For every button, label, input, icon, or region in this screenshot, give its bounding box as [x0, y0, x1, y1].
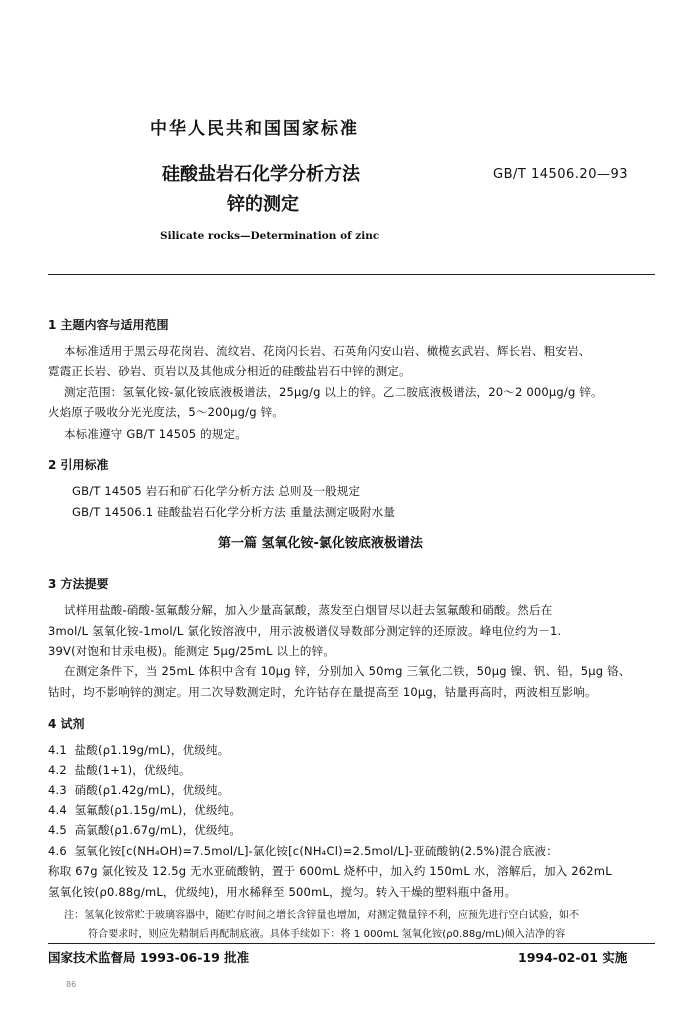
item-number: 4.2 [48, 763, 67, 777]
english-title: Silicate rocks—Determination of zinc [160, 230, 380, 242]
section-heading: 1 主题内容与适用范围 [48, 318, 169, 332]
paragraph-line: 39V(对饱和甘汞电极)。能测定 5μg/25mL 以上的锌。 [48, 644, 336, 658]
document-title: 硅酸盐岩石化学分析方法 [162, 164, 360, 185]
issuing-authority: 中华人民共和国国家标准 [150, 119, 359, 139]
item-number: 4.6 [48, 844, 67, 858]
paragraph-line: 霓霞正长岩、砂岩、页岩以及其他成分相近的硅酸盐岩石中锌的测定。 [48, 364, 411, 378]
section-heading: 2 引用标准 [48, 458, 109, 472]
paragraph-line: 3mol/L 氢氧化铵-1mol/L 氯化铵溶液中，用示波极谱仪导数部分测定锌的还原波。峰电位约为－1. [48, 624, 562, 638]
reference-item: GB/T 14506.1 硅酸盐岩石化学分析方法 重量法测定吸附水量 [72, 505, 396, 519]
paragraph-line: 在测定条件下，当 25mL 体积中含有 10μg 锌，分别加入 50mg 三氧化二铁，50μg 镍、钒、铅，5μg 铬、 [64, 664, 631, 678]
paragraph-line: 本标准遵守 GB/T 14505 的规定。 [64, 427, 247, 441]
paragraph-line: 试样用盐酸-硝酸-氢氟酸分解，加入少量高氯酸，蒸发至白烟冒尽以赶去氢氟酸和硝酸。然后在 [64, 603, 553, 617]
reagent-item [48, 822, 241, 838]
item-text: 硝酸(ρ1.42g/mL)，优级纯。 [74, 783, 230, 797]
item-number: 4.1 [48, 743, 67, 757]
paragraph-line: 称取 67g 氯化铵及 12.5g 无水亚硫酸钠，置于 600mL 烧杯中，加入约 150mL 水，溶解后，加入 262mL [48, 864, 612, 878]
item-text: 高氯酸(ρ1.67g/mL)，优级纯。 [74, 823, 242, 837]
item-number: 4.4 [48, 803, 67, 817]
reagent-item [48, 742, 229, 758]
effective-date: 1994-02-01 实施 [518, 950, 628, 965]
reagent-item [48, 843, 558, 859]
item-text: 氢氟酸(ρ1.15g/mL)，优级纯。 [74, 803, 242, 817]
item-text: 盐酸(1+1)，优级纯。 [74, 763, 191, 777]
standard-code: GB/T 14506.20—93 [493, 167, 629, 182]
note-line: 符合要求时，则应先精制后再配制底液。具体手续如下：将 1 000mL 氢氧化铵(ρ0.88g/mL)倾入洁净的容 [88, 929, 566, 940]
footer-divider [48, 943, 655, 944]
reagent-item [48, 802, 241, 818]
paragraph-line: 氢氧化铵(ρ0.88g/mL，优级纯)，用水稀释至 500mL，搅匀。转入干燥的塑料瓶中备用。 [48, 885, 517, 899]
paragraph-line: 钴时，均不影响锌的测定。用二次导数测定时，允许钴存在量提高至 10μg，钴量再高时，两波相互影响。 [48, 685, 597, 699]
section-heading: 3 方法提要 [48, 577, 109, 591]
paragraph-line: 本标准适用于黑云母花岗岩、流纹岩、花岗闪长岩、石英角闪安山岩、橄榄玄武岩、辉长岩、粗安岩、 [64, 344, 591, 358]
section-heading: 4 试剂 [48, 717, 85, 731]
header-divider [48, 274, 655, 275]
reagent-item [48, 762, 191, 778]
reference-item: GB/T 14505 岩石和矿石化学分析方法 总则及一般规定 [72, 484, 361, 498]
paragraph-line: 火焰原子吸收分光光度法，5～200μg/g 锌。 [48, 405, 285, 419]
approval-date: 国家技术监督局 1993-06-19 批准 [48, 950, 250, 965]
part-heading: 第一篇 氢氧化铵-氯化铵底液极谱法 [218, 536, 423, 551]
document-subtitle: 锌的测定 [227, 194, 299, 215]
item-text: 盐酸(ρ1.19g/mL)，优级纯。 [74, 743, 230, 757]
item-number: 4.5 [48, 823, 67, 837]
item-number: 4.3 [48, 783, 67, 797]
page-number: 86 [66, 980, 77, 989]
paragraph-line: 测定范围：氢氧化铵-氯化铵底液极谱法，25μg/g 以上的锌。乙二胺底液极谱法，20～2 000μg/g 锌。 [64, 385, 603, 399]
reagent-item [48, 782, 229, 798]
note-line: 注：氢氧化铵常贮于玻璃容器中，随贮存时间之增长含锌量也增加，对测定微量锌不利，应预先进行空白试验，如不 [64, 910, 580, 921]
item-text: 氢氧化铵[c(NH₄OH)=7.5mol/L]-氯化铵[c(NH₄Cl)=2.5mol/L]-亚硫酸钠(2.5%)混合底液： [74, 844, 558, 858]
